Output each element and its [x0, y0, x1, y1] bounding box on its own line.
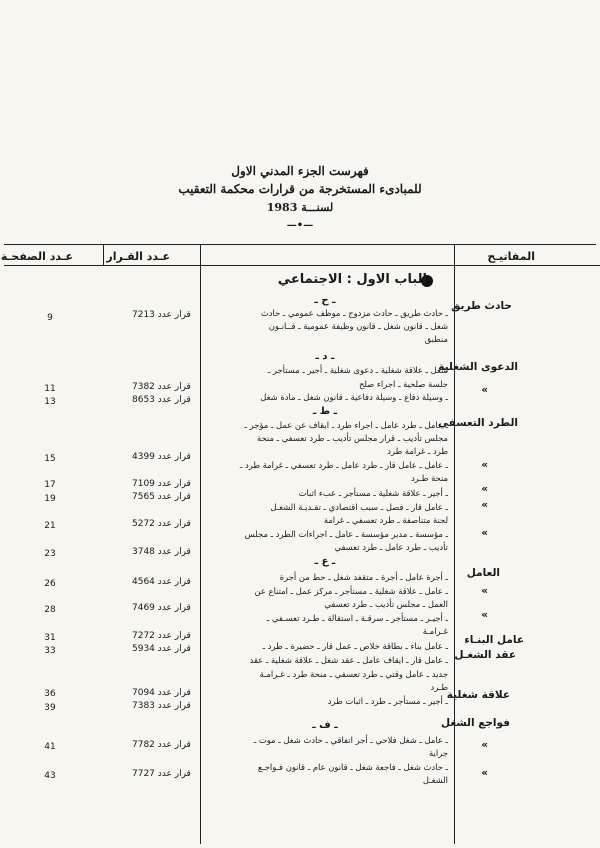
key-entry: » — [481, 585, 488, 597]
page-number: 43 — [44, 771, 56, 781]
principle-line: ـ حادث طريق ـ حادث مزدوج ـ موظف عمومي ـ حادث — [260, 308, 448, 318]
decision-ref: قرار عدد 7213 — [132, 310, 191, 320]
principle-line: ـ عامل قار ـ فصل ـ سبب اقتصادي ـ تقـديـة الشغـل — [270, 502, 448, 512]
header-bottom-rule — [4, 265, 600, 266]
key-entry: » — [481, 527, 488, 539]
decision-ref: قرار عدد 4399 — [132, 452, 191, 462]
principle-line: ـ أجير ـ علاقة شغلية ـ مستأجر ـ عبء اثبات — [298, 488, 448, 498]
key-entry: فواجع الشغل — [441, 717, 510, 729]
decision-ref: قرار عدد 4564 — [132, 577, 191, 587]
principle-line: تأديب ـ طرد عامل ـ طرد تعسفي — [334, 542, 448, 552]
key-entry: » — [481, 384, 488, 396]
decision-ref: قرار عدد 8653 — [132, 395, 191, 405]
decision-ref: قرار عدد 7109 — [132, 479, 191, 489]
key-entry: حادث طريق — [451, 300, 512, 312]
key-entry: عقد الشغـل — [454, 649, 516, 661]
key-entry: عامل البنـاء — [464, 634, 524, 646]
principle-line: ـ وسيلة دفاع ـ وسيلة دفاعية ـ قانون شغل ـ مادة شغل — [260, 392, 448, 402]
chapter-heading: الباب الاول : الاجتماعي — [277, 272, 427, 287]
page-number: 21 — [44, 521, 56, 531]
principle-line: طرد ـ غرامة طرد — [387, 446, 448, 456]
principle-line: ـ عامل بناء ـ بطاقة خلاص ـ عمل قار ـ حضيرة ـ طرد ـ — [262, 641, 448, 651]
key-entry: الدعوى الشغلية — [438, 361, 518, 373]
page-number: 17 — [44, 480, 56, 490]
decision-ref: قرار عدد 7094 — [132, 688, 191, 698]
key-entry: » — [481, 499, 488, 511]
key-entry: » — [481, 739, 488, 751]
principle-line: العمل ـ مجلس تأديب ـ طرد تعسفي — [324, 599, 448, 609]
key-entry: العامل — [466, 567, 500, 579]
principle-line: لجنة متناصفة ـ طرد تعسفي ـ غرامة — [323, 515, 448, 525]
decision-ref: قرار عدد 7565 — [132, 492, 191, 502]
column-rule-principles — [200, 244, 201, 844]
principle-line: جديد ـ عامل وقتي ـ طرد تعسفي ـ منحة طرد ـ غـرامـة — [259, 669, 448, 679]
decision-ref: قرار عدد 7727 — [132, 769, 191, 779]
principle-line: ـ عامل ـ عامل قار ـ طرد عامل ـ طرد تعسفي ـ غرامة طرد ـ — [239, 460, 448, 470]
key-entry: » — [481, 459, 488, 471]
page-number: 11 — [44, 384, 56, 394]
page-number: 39 — [44, 703, 56, 713]
title-ornament: —•— — [286, 220, 314, 231]
principle-line: منحة طـرد — [410, 473, 448, 483]
principle-line: غـرامـة — [422, 626, 448, 636]
decision-ref: قرار عدد 7272 — [132, 631, 191, 641]
letter-marker-h: ـ ح ـ — [314, 295, 336, 306]
key-entry: » — [481, 483, 488, 495]
principle-line: شغل ـ علاقة شغلية ـ دعوى شغلية ـ أجير ـ مستأجر ـ — [267, 365, 448, 375]
decision-ref: قرار عدد 3748 — [132, 547, 191, 557]
page-number: 15 — [44, 454, 56, 464]
page-number: 9 — [47, 313, 53, 323]
principle-line: ـ عامل قار ـ ايقاف عامل ـ عقد شغل ـ علاقة شغلية ـ عقد — [249, 655, 448, 665]
decision-ref: قرار عدد 5272 — [132, 519, 191, 529]
key-entry: » — [481, 767, 488, 779]
letter-marker-t: ـ ط ـ — [312, 406, 338, 417]
decision-ref: قرار عدد 7782 — [132, 740, 191, 750]
page-number: 26 — [44, 579, 56, 589]
index-year: لسنـــة 1983 — [266, 201, 334, 214]
page-number: 33 — [44, 646, 56, 656]
header-page: عـدد الصفحـة — [0, 250, 73, 263]
decision-ref: قرار عدد 5934 — [132, 644, 191, 654]
page-number: 13 — [44, 397, 56, 407]
column-rule-decision — [103, 244, 104, 265]
principle-line: طـرد — [430, 682, 448, 692]
page-number: 23 — [44, 549, 56, 559]
key-entry: » — [481, 609, 488, 621]
key-entry: علاقة شغلية — [446, 689, 510, 701]
principle-line: ـ عامل ـ علاقة شغلية ـ مستأجر ـ مركز عمل ـ امتناع عن — [254, 586, 448, 596]
page-number: 19 — [44, 494, 56, 504]
page-number: 28 — [44, 605, 56, 615]
header-keys: المفاتيـح — [487, 250, 535, 263]
decision-ref: قرار عدد 7383 — [132, 701, 191, 711]
principle-line: ـ حادث شغل ـ فاجعة شغل ـ قانون عام ـ قانون فـواجـع — [257, 762, 448, 772]
principle-line: ـ أجرة عامل ـ أجرة ـ متقفد شغل ـ حط من أجرة — [279, 572, 448, 582]
letter-marker-a: ـ ع ـ — [314, 556, 336, 567]
decision-ref: قرار عدد 7469 — [132, 603, 191, 613]
principle-line: ـ أجير ـ مستأجر ـ طرد ـ اثبات طرد — [327, 696, 448, 706]
letter-marker-d: ـ د ـ — [315, 351, 335, 362]
principle-line: ـ مؤسسة ـ مدير مؤسسة ـ عامل ـ اجراءات الطرد ـ مجلس — [244, 529, 448, 539]
page-number: 31 — [44, 633, 56, 643]
principle-line: جلسة صلحية ـ اجراء صلح — [358, 379, 448, 389]
index-subtitle: للمبادىء المستخرجة من قرارات محكمة التعقيب — [178, 182, 422, 196]
table-top-rule — [4, 244, 596, 245]
letter-marker-f: ـ ف ـ — [312, 720, 338, 731]
key-entry: الطرد التعسفي — [438, 417, 518, 429]
principle-line: منطبق — [424, 334, 448, 344]
header-decision: عـدد القـرار — [106, 250, 170, 263]
decision-ref: قرار عدد 7382 — [132, 382, 191, 392]
principle-line: ـ عامل ـ شغل فلاحي ـ أجر اتفاقي ـ حادث شغل ـ موت ـ — [253, 735, 448, 745]
principle-line: جراية — [429, 748, 448, 758]
principle-line: ـ عامل ـ طرد عامل ـ اجراء طرد ـ ايقاف عن عمل ـ مؤجر ـ — [244, 420, 448, 430]
principle-line: شغل ـ قانون شغل ـ قانون وظيفة عمومية ـ قــانـون — [268, 321, 448, 331]
principle-line: مجلس تأديب ـ قرار مجلس تأديب ـ طرد تعسفي ـ منحة — [257, 433, 448, 443]
principle-line: الشغـل — [422, 775, 448, 785]
page-number: 36 — [44, 689, 56, 699]
principle-line: ـ أجيـر ـ مستأجر ـ سرقـة ـ استقالة ـ طـرد تعسـفي ـ — [266, 613, 448, 623]
index-title: فهرست الجزء المدني الاول — [231, 164, 369, 178]
column-rule-keys — [454, 244, 455, 844]
page-number: 41 — [44, 742, 56, 752]
